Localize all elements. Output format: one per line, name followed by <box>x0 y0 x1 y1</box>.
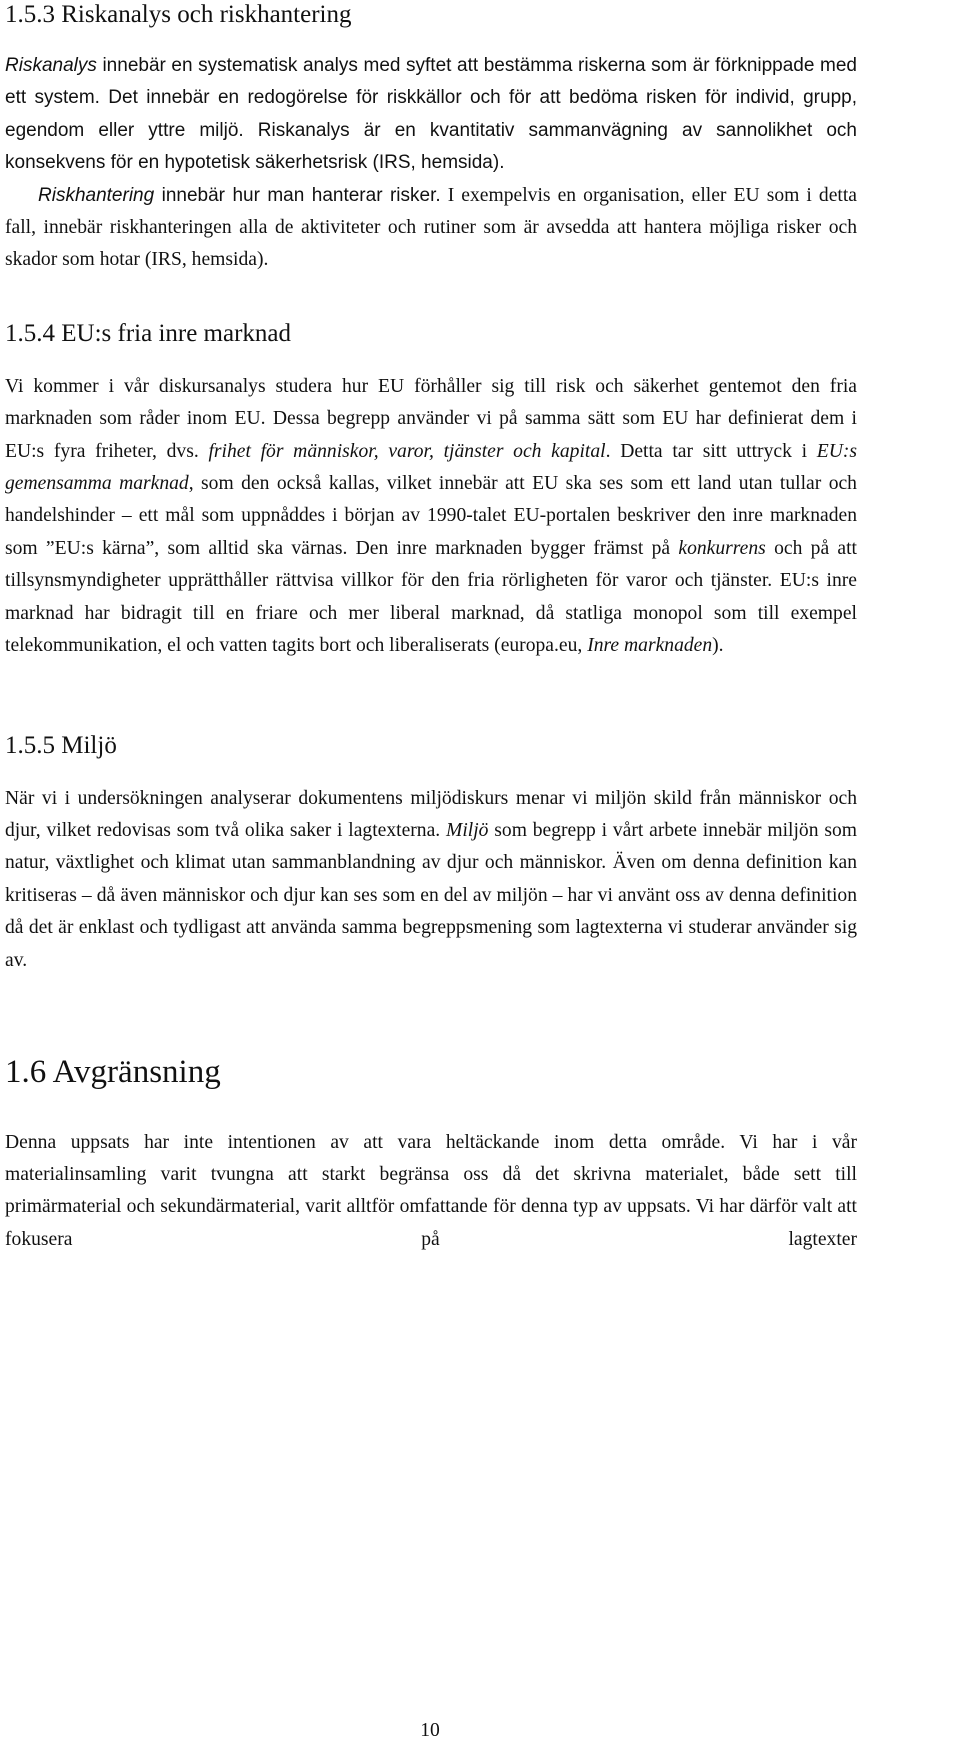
heading-riskanalys: 1.5.3 Riskanalys och riskhantering <box>5 1 352 28</box>
paragraph-miljo: När vi i undersökningen analyserar dokumentens miljödiskurs menar vi miljön skild från människor och djur, vilket redovisas som två olika saker i lagtexterna. Miljö som begrepp i vårt arbete innebär miljön som natur, växtlighet och klimat utan sammanblandning av djur och människor. Även om denna definition kan kritiseras – då även människor och djur kan ses som en del av miljön – har vi använt oss av denna definition då det är enklast och tydligast att använda samma begreppsmening som lagtexterna vi studerar använder sig av. <box>5 787 857 971</box>
paragraph-riskhantering: Riskhantering innebär hur man hanterar risker. I exempelvis en organisation, eller EU som i detta fall, innebär riskhanteringen alla de aktiviteter och rutiner som är avsedda att hantera möjliga risker och skador som hotar (IRS, hemsida). <box>5 184 858 271</box>
term-riskhantering: Riskhantering <box>38 184 155 206</box>
paragraph-riskanalys: Riskanalys innebär en systematisk analys med syftet att bestämma riskerna som är förknippade med ett system. Det innebär en redogörelse för riskkällor och för att bedöma risken för individ, grupp, egendom eller yttre miljö. Riskanalys är en kvantitativ sammanvägning av sannolikhet och konsekvens för en hypotetisk säkerhetsrisk (IRS, hemsida). <box>5 55 857 174</box>
heading-miljo: 1.5.5 Miljö <box>5 731 117 759</box>
term-riskanalys: Riskanalys <box>5 55 97 76</box>
paragraph-avgransning: Denna uppsats har inte intentionen av att vara heltäckande inom detta område. Vi har i vår materialinsamling varit tvungna att starkt begränsa oss då det skrivna materialet, både sett till primärmaterial och sekundärmaterial, varit alltför omfattande för denna typ av uppsats. Vi har därför valt att fokusera på lagtexter <box>5 1131 857 1250</box>
page-number: 10 <box>420 1720 440 1741</box>
paragraph-marknad: Vi kommer i vår diskursanalys studera hur EU förhåller sig till risk och säkerhet gentemot den fria marknaden som råder inom EU. Dessa begrepp använder vi på samma sätt som EU har definierat dem i EU:s fyra friheter, dvs. frihet för människor, varor, tjänster och kapital. Detta tar sitt uttryck i EU:s gemensamma marknad, som den också kallas, vilket innebär att EU ska ses som ett land utan tullar och handelshinder – ett mål som uppnåddes i början av 1990-talet EU-portalen beskriver den inre marknaden som ”EU:s kärna”, som alltid ska värnas. Den inre marknaden bygger främst på konkurrens och på att tillsynsmyndigheter upprätthåller rättvisa villkor för den fria rörligheten för varor och tjänster. EU:s inre marknad har bidragit till en friare och mer liberal marknad, då statliga monopol som till exempel telekommunikation, el och vatten tagits bort och liberaliserats (europa.eu, Inre marknaden). <box>5 375 858 657</box>
heading-avgransning: 1.6 Avgränsning <box>5 1053 221 1090</box>
document-page <box>5 0 857 1256</box>
term-miljo: Miljö <box>446 819 489 841</box>
heading-marknad: 1.5.4 EU:s fria inre marknad <box>5 319 292 347</box>
